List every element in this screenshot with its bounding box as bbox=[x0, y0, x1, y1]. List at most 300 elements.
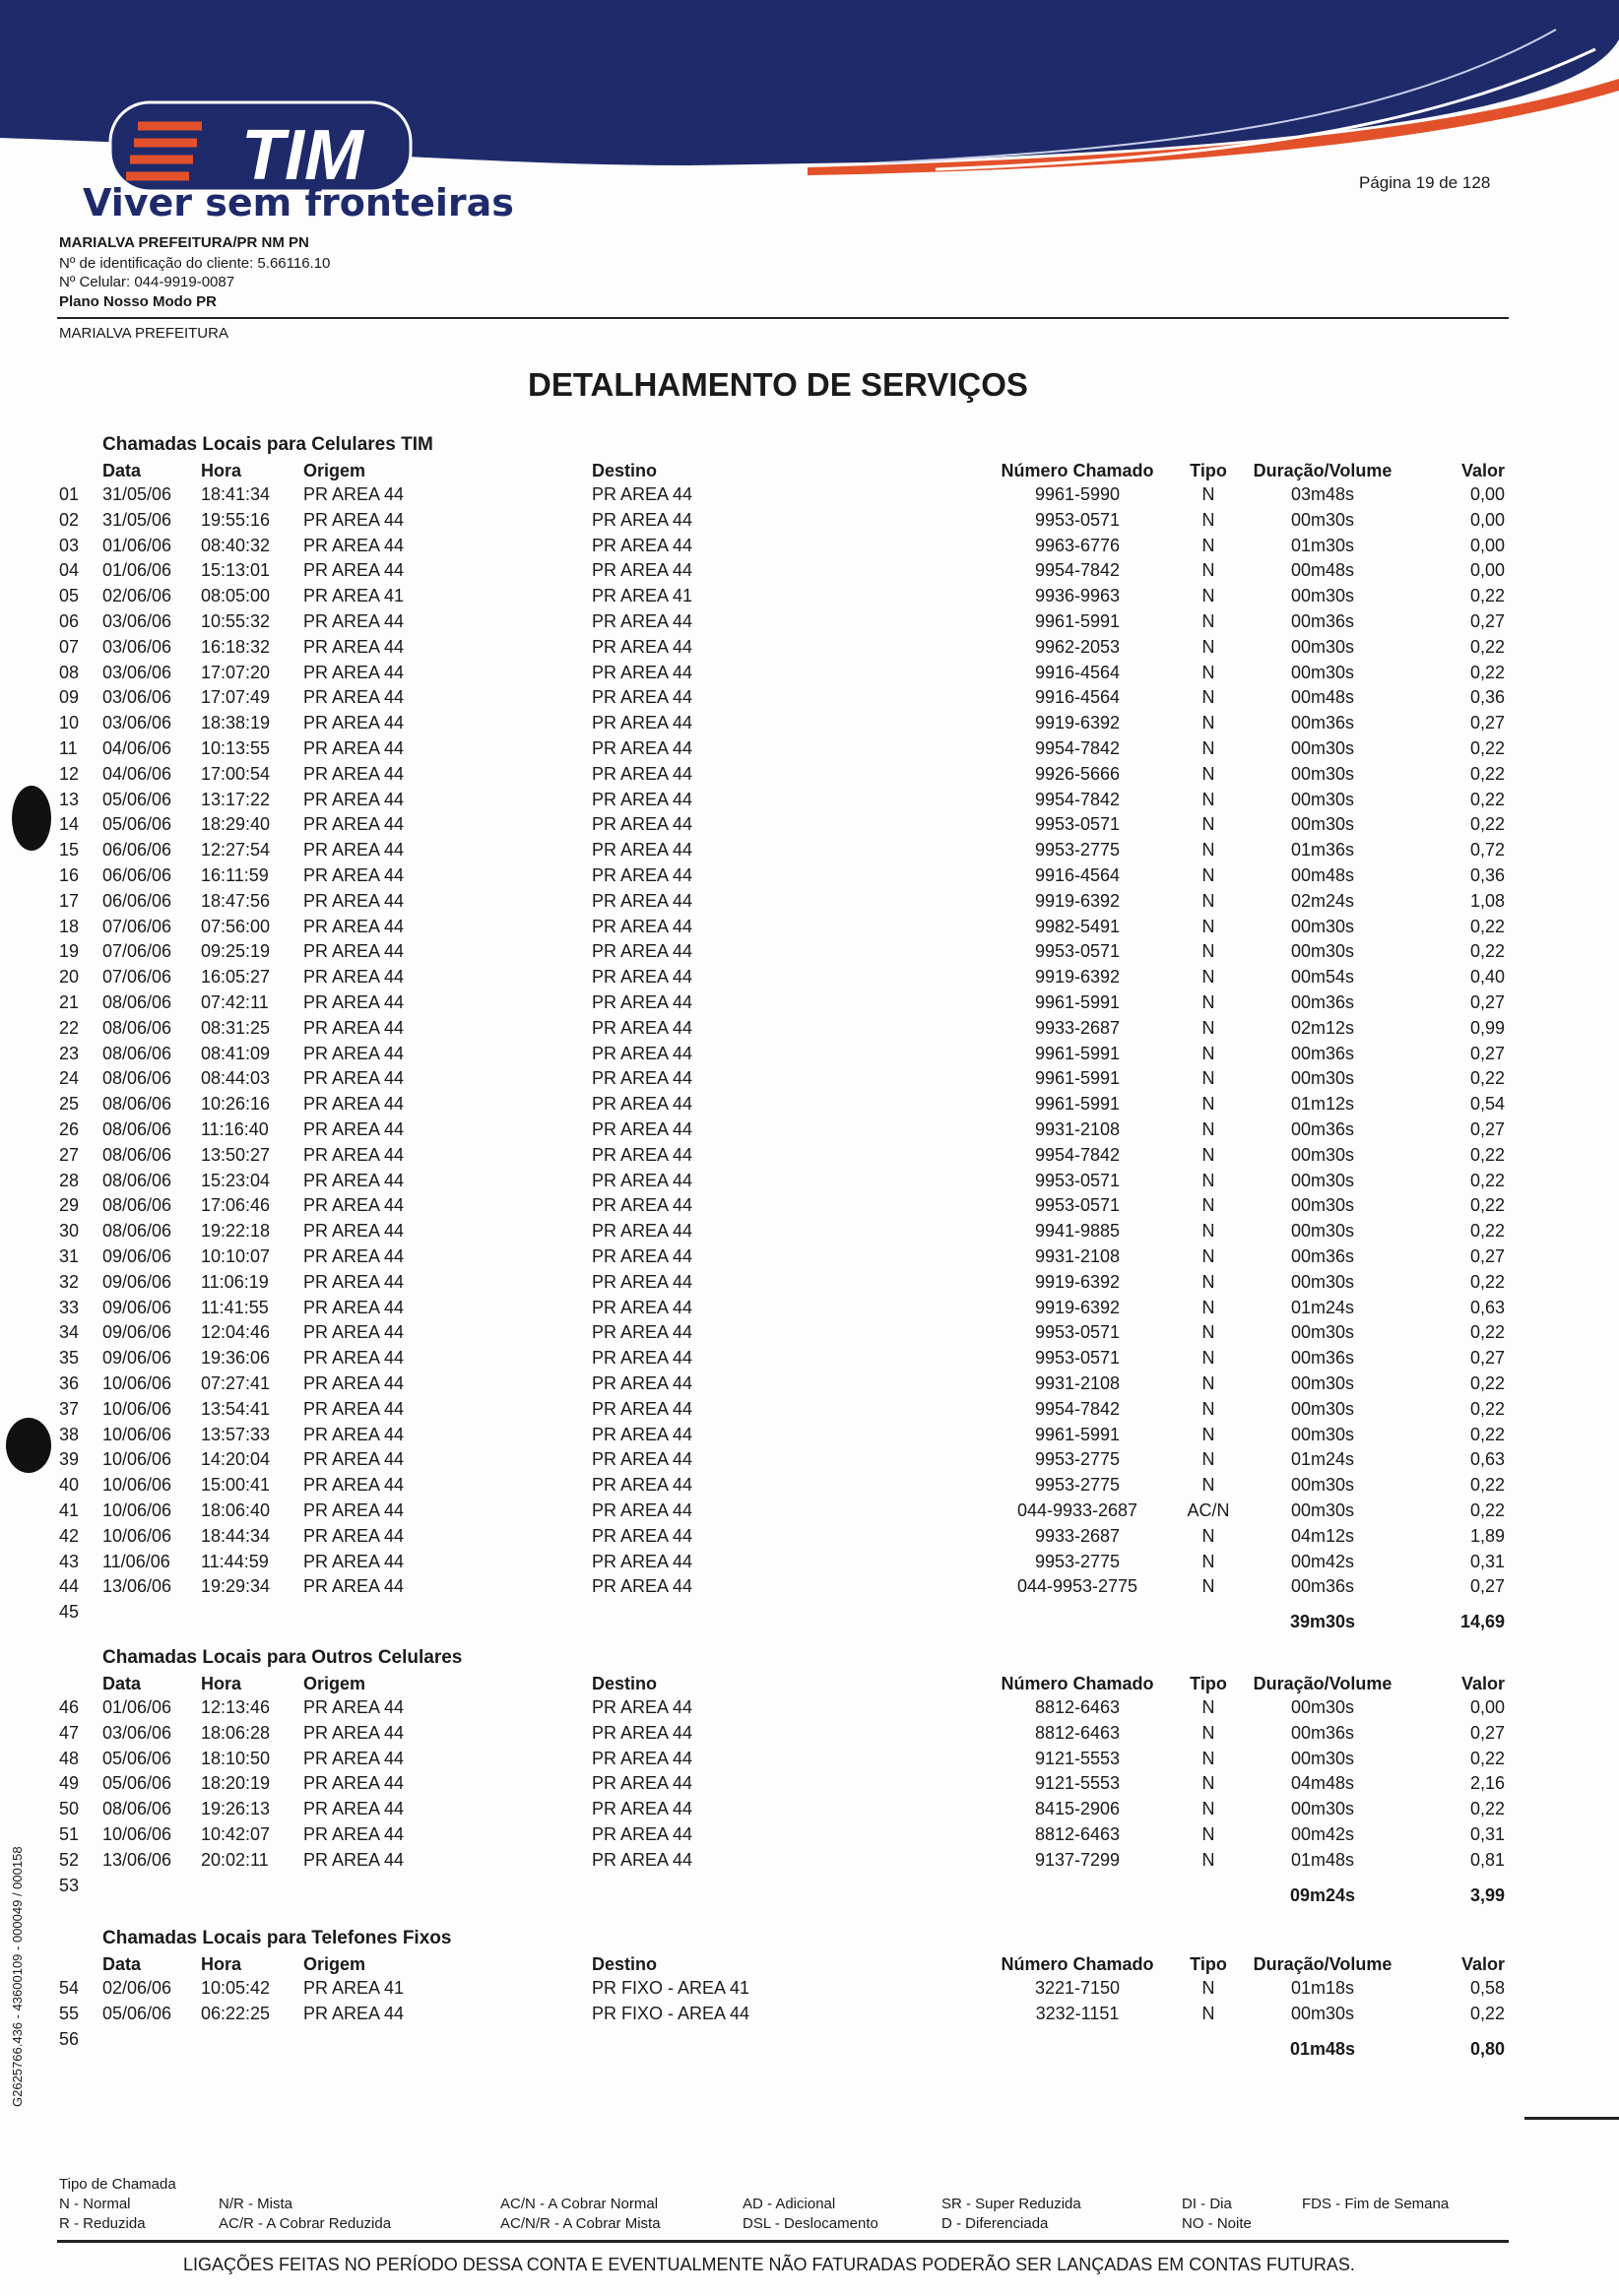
value: 0,63 bbox=[1469, 1449, 1505, 1470]
legend-item: DI - Dia bbox=[1182, 2196, 1232, 2212]
call-type: N bbox=[1201, 662, 1215, 682]
called-number: 9953-0571 bbox=[1034, 1322, 1121, 1343]
destination: PR AREA 44 bbox=[592, 1449, 693, 1470]
value: 0,22 bbox=[1469, 1170, 1505, 1190]
total-duration: 39m30s bbox=[1289, 1612, 1356, 1632]
call-type: N bbox=[1201, 1170, 1215, 1190]
call-date: 10/06/06 bbox=[102, 1824, 172, 1844]
called-number: 9919-6392 bbox=[1034, 1271, 1121, 1292]
destination: PR AREA 44 bbox=[592, 865, 693, 885]
call-date: 11/06/06 bbox=[102, 1551, 170, 1571]
column-header-destino: Destino bbox=[592, 1674, 658, 1693]
call-date: 05/06/06 bbox=[102, 789, 172, 809]
call-time: 18:29:40 bbox=[201, 814, 271, 835]
called-number: 9961-5991 bbox=[1034, 1043, 1121, 1063]
call-time: 07:56:00 bbox=[201, 916, 271, 936]
called-number: 9953-2775 bbox=[1034, 1449, 1121, 1470]
origin: PR AREA 44 bbox=[303, 992, 405, 1012]
destination: PR AREA 44 bbox=[592, 1824, 693, 1844]
called-number: 9953-2775 bbox=[1034, 1551, 1121, 1571]
call-time: 13:17:22 bbox=[201, 789, 271, 809]
call-time: 08:31:25 bbox=[201, 1017, 271, 1038]
called-number: 9941-9885 bbox=[1034, 1221, 1121, 1242]
call-date: 10/06/06 bbox=[102, 1373, 172, 1393]
legend-title: Tipo de Chamada bbox=[59, 2176, 176, 2193]
call-type: N bbox=[1201, 687, 1215, 708]
duration: 00m36s bbox=[1290, 1043, 1355, 1063]
call-date: 10/06/06 bbox=[102, 1475, 172, 1496]
line-number: 22 bbox=[59, 1017, 80, 1038]
duration: 00m30s bbox=[1290, 1475, 1355, 1496]
destination: PR AREA 44 bbox=[592, 840, 693, 861]
line-number: 14 bbox=[59, 814, 80, 835]
call-time: 18:06:28 bbox=[201, 1722, 271, 1743]
call-date: 08/06/06 bbox=[102, 1221, 172, 1242]
value: 0,00 bbox=[1469, 484, 1505, 504]
call-time: 11:16:40 bbox=[201, 1119, 269, 1139]
destination: PR AREA 44 bbox=[592, 1017, 693, 1038]
call-type: N bbox=[1201, 1849, 1215, 1870]
call-time: 17:07:49 bbox=[201, 687, 271, 708]
call-time: 12:13:46 bbox=[201, 1697, 271, 1717]
destination: PR AREA 44 bbox=[592, 1043, 693, 1063]
duration: 00m30s bbox=[1290, 1697, 1355, 1717]
destination: PR AREA 44 bbox=[592, 1748, 693, 1768]
call-date: 08/06/06 bbox=[102, 1144, 172, 1165]
call-time: 07:27:41 bbox=[201, 1373, 271, 1393]
called-number: 9961-5991 bbox=[1034, 611, 1121, 631]
duration: 00m30s bbox=[1290, 1322, 1355, 1343]
value: 0,36 bbox=[1469, 865, 1505, 885]
call-time: 18:06:40 bbox=[201, 1500, 271, 1520]
origin: PR AREA 41 bbox=[303, 1978, 405, 1998]
origin: PR AREA 44 bbox=[303, 865, 405, 885]
side-code: G2625766.436 - 43600109 - 000049 / 000158 bbox=[10, 1846, 25, 2107]
origin: PR AREA 44 bbox=[303, 1398, 405, 1419]
duration: 00m30s bbox=[1290, 1398, 1355, 1419]
called-number: 9961-5990 bbox=[1034, 484, 1121, 504]
disclaimer: LIGAÇÕES FEITAS NO PERÍODO DESSA CONTA E EVENTUALMENTE NÃO FATURADAS PODERÃO SER LANÇADAS EM CONTAS FUTURAS. bbox=[183, 2255, 1355, 2274]
called-number: 9961-5991 bbox=[1034, 1094, 1121, 1115]
call-time: 17:00:54 bbox=[201, 763, 271, 784]
called-number: 9931-2108 bbox=[1034, 1119, 1121, 1139]
duration: 00m30s bbox=[1290, 1221, 1355, 1242]
destination: PR AREA 44 bbox=[592, 687, 693, 708]
call-type: N bbox=[1201, 1551, 1215, 1571]
origin: PR AREA 44 bbox=[303, 1297, 405, 1317]
line-number: 15 bbox=[59, 840, 80, 861]
call-time: 10:13:55 bbox=[201, 738, 271, 758]
destination: PR AREA 44 bbox=[592, 916, 693, 936]
called-number: 9961-5991 bbox=[1034, 1068, 1121, 1089]
destination: PR AREA 44 bbox=[592, 1424, 693, 1444]
call-type: N bbox=[1201, 890, 1215, 911]
called-number: 9961-5991 bbox=[1034, 1424, 1121, 1444]
value: 0,27 bbox=[1469, 1348, 1505, 1369]
duration: 01m24s bbox=[1290, 1297, 1355, 1317]
origin: PR AREA 44 bbox=[303, 941, 405, 962]
legend-item: N/R - Mista bbox=[219, 2196, 292, 2212]
duration: 00m30s bbox=[1290, 1799, 1355, 1819]
call-type: N bbox=[1201, 1246, 1215, 1266]
call-date: 02/06/06 bbox=[102, 586, 172, 606]
called-number: 9121-5553 bbox=[1034, 1773, 1121, 1794]
origin: PR AREA 44 bbox=[303, 1449, 405, 1470]
call-time: 18:10:50 bbox=[201, 1748, 271, 1768]
cellphone-number: Nº Celular: 044-9919-0087 bbox=[59, 274, 235, 290]
column-header-numero: Número Chamado bbox=[1001, 461, 1154, 480]
origin: PR AREA 44 bbox=[303, 636, 405, 657]
call-date: 07/06/06 bbox=[102, 941, 172, 962]
line-number: 33 bbox=[59, 1297, 80, 1317]
column-header-duracao: Duração/Volume bbox=[1253, 461, 1392, 480]
destination: PR AREA 44 bbox=[592, 763, 693, 784]
line-number: 50 bbox=[59, 1799, 80, 1819]
call-type: N bbox=[1201, 1424, 1215, 1444]
destination: PR AREA 44 bbox=[592, 1271, 693, 1292]
column-header-tipo: Tipo bbox=[1190, 461, 1227, 480]
value: 0,31 bbox=[1469, 1551, 1505, 1571]
origin: PR AREA 44 bbox=[303, 713, 405, 733]
line-number: 48 bbox=[59, 1748, 80, 1768]
call-date: 08/06/06 bbox=[102, 1094, 172, 1115]
line-number: 13 bbox=[59, 789, 80, 809]
duration: 00m48s bbox=[1290, 865, 1355, 885]
duration: 00m48s bbox=[1290, 687, 1355, 708]
line-number: 40 bbox=[59, 1475, 80, 1496]
column-header-origem: Origem bbox=[303, 461, 366, 480]
slogan: Viver sem fronteiras bbox=[83, 181, 514, 224]
call-date: 10/06/06 bbox=[102, 1424, 172, 1444]
call-date: 08/06/06 bbox=[102, 1119, 172, 1139]
called-number: 9121-5553 bbox=[1034, 1748, 1121, 1768]
value: 0,58 bbox=[1469, 1978, 1505, 1998]
line-number: 38 bbox=[59, 1424, 80, 1444]
value: 0,72 bbox=[1469, 840, 1505, 861]
origin: PR AREA 44 bbox=[303, 1373, 405, 1393]
call-date: 09/06/06 bbox=[102, 1322, 172, 1343]
origin: PR AREA 44 bbox=[303, 1246, 405, 1266]
duration: 02m24s bbox=[1290, 890, 1355, 911]
column-header-duracao: Duração/Volume bbox=[1253, 1674, 1392, 1693]
duration: 00m36s bbox=[1290, 992, 1355, 1012]
call-type: N bbox=[1201, 941, 1215, 962]
duration: 00m30s bbox=[1290, 509, 1355, 530]
call-time: 10:26:16 bbox=[201, 1094, 271, 1115]
line-number: 08 bbox=[59, 662, 80, 682]
duration: 00m36s bbox=[1290, 611, 1355, 631]
line-number: 32 bbox=[59, 1271, 80, 1292]
destination: PR AREA 44 bbox=[592, 738, 693, 758]
origin: PR AREA 41 bbox=[303, 586, 405, 606]
duration: 00m30s bbox=[1290, 662, 1355, 682]
call-type: N bbox=[1201, 1297, 1215, 1317]
value: 0,22 bbox=[1469, 789, 1505, 809]
duration: 00m30s bbox=[1290, 586, 1355, 606]
value: 0,27 bbox=[1469, 611, 1505, 631]
duration: 00m36s bbox=[1290, 1576, 1355, 1597]
call-type: N bbox=[1201, 1094, 1215, 1115]
column-header-destino: Destino bbox=[592, 1954, 658, 1974]
called-number: 9919-6392 bbox=[1034, 890, 1121, 911]
call-date: 09/06/06 bbox=[102, 1271, 172, 1292]
line-number: 54 bbox=[59, 1978, 80, 1998]
destination: PR AREA 44 bbox=[592, 1551, 693, 1571]
origin: PR AREA 44 bbox=[303, 1799, 405, 1819]
call-type: N bbox=[1201, 560, 1215, 581]
duration: 04m12s bbox=[1290, 1525, 1355, 1546]
origin: PR AREA 44 bbox=[303, 1271, 405, 1292]
legend-item: AC/N - A Cobrar Normal bbox=[500, 2196, 659, 2212]
legend-item: NO - Noite bbox=[1182, 2215, 1252, 2232]
call-date: 10/06/06 bbox=[102, 1525, 172, 1546]
duration: 00m30s bbox=[1290, 1424, 1355, 1444]
value: 0,22 bbox=[1469, 1475, 1505, 1496]
duration: 00m30s bbox=[1290, 1373, 1355, 1393]
called-number: 9931-2108 bbox=[1034, 1373, 1121, 1393]
call-type: N bbox=[1201, 738, 1215, 758]
total-duration: 09m24s bbox=[1289, 1884, 1356, 1905]
line-number: 04 bbox=[59, 560, 80, 581]
value: 0,63 bbox=[1469, 1297, 1505, 1317]
called-number: 9954-7842 bbox=[1034, 1144, 1121, 1165]
value: 0,22 bbox=[1469, 1195, 1505, 1216]
destination: PR AREA 44 bbox=[592, 1094, 693, 1115]
value: 0,22 bbox=[1469, 1271, 1505, 1292]
call-date: 06/06/06 bbox=[102, 865, 172, 885]
call-time: 17:06:46 bbox=[201, 1195, 271, 1216]
call-time: 10:42:07 bbox=[201, 1824, 271, 1844]
duration: 00m30s bbox=[1290, 1195, 1355, 1216]
duration: 01m48s bbox=[1290, 1849, 1355, 1870]
call-date: 10/06/06 bbox=[102, 1500, 172, 1520]
call-type: N bbox=[1201, 865, 1215, 885]
call-time: 19:22:18 bbox=[201, 1221, 271, 1242]
section-title: Chamadas Locais para Outros Celulares bbox=[102, 1647, 463, 1668]
legend-item: N - Normal bbox=[59, 2196, 131, 2212]
value: 0,22 bbox=[1469, 1500, 1505, 1520]
value: 0,00 bbox=[1469, 560, 1505, 581]
call-time: 08:44:03 bbox=[201, 1068, 271, 1089]
call-type: N bbox=[1201, 1824, 1215, 1844]
column-header-data: Data bbox=[102, 461, 142, 480]
line-number: 06 bbox=[59, 611, 80, 631]
called-number: 9953-0571 bbox=[1034, 1170, 1121, 1190]
duration: 00m30s bbox=[1290, 738, 1355, 758]
origin: PR AREA 44 bbox=[303, 814, 405, 835]
destination: PR AREA 44 bbox=[592, 1170, 693, 1190]
call-type: N bbox=[1201, 814, 1215, 835]
duration: 04m48s bbox=[1290, 1773, 1355, 1794]
call-type: N bbox=[1201, 636, 1215, 657]
value: 0,27 bbox=[1469, 1722, 1505, 1743]
call-type: N bbox=[1201, 1271, 1215, 1292]
call-date: 05/06/06 bbox=[102, 1748, 172, 1768]
call-time: 18:44:34 bbox=[201, 1525, 271, 1546]
call-date: 04/06/06 bbox=[102, 763, 172, 784]
destination: PR AREA 44 bbox=[592, 1195, 693, 1216]
duration: 01m36s bbox=[1290, 840, 1355, 861]
column-header-duracao: Duração/Volume bbox=[1253, 1954, 1392, 1974]
origin: PR AREA 44 bbox=[303, 916, 405, 936]
called-number: 044-9933-2687 bbox=[1016, 1500, 1138, 1520]
plan-name: Plano Nosso Modo PR bbox=[59, 293, 218, 310]
column-header-origem: Origem bbox=[303, 1674, 366, 1693]
value: 0,22 bbox=[1469, 1799, 1505, 1819]
call-type: N bbox=[1201, 2003, 1215, 2023]
duration: 00m30s bbox=[1290, 2003, 1355, 2023]
call-date: 31/05/06 bbox=[102, 509, 172, 530]
duration: 02m12s bbox=[1290, 1017, 1355, 1038]
duration: 00m36s bbox=[1290, 1246, 1355, 1266]
origin: PR AREA 44 bbox=[303, 484, 405, 504]
origin: PR AREA 44 bbox=[303, 840, 405, 861]
value: 0,27 bbox=[1469, 1246, 1505, 1266]
line-number: 05 bbox=[59, 586, 80, 606]
column-header-destino: Destino bbox=[592, 461, 658, 480]
call-date: 08/06/06 bbox=[102, 1017, 172, 1038]
line-number: 26 bbox=[59, 1119, 80, 1139]
call-type: N bbox=[1201, 1144, 1215, 1165]
value: 0,81 bbox=[1469, 1849, 1505, 1870]
destination: PR AREA 44 bbox=[592, 1348, 693, 1369]
call-type: N bbox=[1201, 1799, 1215, 1819]
call-type: N bbox=[1201, 1119, 1215, 1139]
called-number: 9953-0571 bbox=[1034, 941, 1121, 962]
value: 0,00 bbox=[1469, 1697, 1505, 1717]
destination: PR AREA 44 bbox=[592, 535, 693, 555]
value: 0,22 bbox=[1469, 1424, 1505, 1444]
value: 0,22 bbox=[1469, 636, 1505, 657]
called-number: 9954-7842 bbox=[1034, 1398, 1121, 1419]
destination: PR AREA 44 bbox=[592, 941, 693, 962]
call-date: 01/06/06 bbox=[102, 560, 172, 581]
origin: PR AREA 44 bbox=[303, 1697, 405, 1717]
called-number: 9916-4564 bbox=[1034, 662, 1121, 682]
total-line-number: 56 bbox=[59, 2028, 80, 2049]
origin: PR AREA 44 bbox=[303, 1722, 405, 1743]
called-number: 9936-9963 bbox=[1034, 586, 1121, 606]
called-number: 9953-2775 bbox=[1034, 1475, 1121, 1496]
call-time: 15:13:01 bbox=[201, 560, 271, 581]
call-date: 09/06/06 bbox=[102, 1348, 172, 1369]
line-number: 09 bbox=[59, 687, 80, 708]
call-time: 12:27:54 bbox=[201, 840, 271, 861]
call-date: 05/06/06 bbox=[102, 2003, 172, 2023]
line-number: 29 bbox=[59, 1195, 80, 1216]
call-date: 09/06/06 bbox=[102, 1297, 172, 1317]
called-number: 9137-7299 bbox=[1034, 1849, 1121, 1870]
line-number: 31 bbox=[59, 1246, 80, 1266]
destination: PR AREA 44 bbox=[592, 789, 693, 809]
duration: 00m30s bbox=[1290, 636, 1355, 657]
destination: PR AREA 44 bbox=[592, 1500, 693, 1520]
line-number: 49 bbox=[59, 1773, 80, 1794]
value: 0,99 bbox=[1469, 1017, 1505, 1038]
value: 0,27 bbox=[1469, 713, 1505, 733]
called-number: 9919-6392 bbox=[1034, 1297, 1121, 1317]
called-number: 9916-4564 bbox=[1034, 865, 1121, 885]
called-number: 9982-5491 bbox=[1034, 916, 1121, 936]
called-number: 9919-6392 bbox=[1034, 713, 1121, 733]
destination: PR AREA 44 bbox=[592, 814, 693, 835]
call-date: 07/06/06 bbox=[102, 916, 172, 936]
call-type: N bbox=[1201, 484, 1215, 504]
origin: PR AREA 44 bbox=[303, 611, 405, 631]
call-time: 13:57:33 bbox=[201, 1424, 271, 1444]
called-number: 9953-0571 bbox=[1034, 1348, 1121, 1369]
line-number: 30 bbox=[59, 1221, 80, 1242]
call-time: 16:11:59 bbox=[201, 865, 269, 885]
call-date: 08/06/06 bbox=[102, 1195, 172, 1216]
call-date: 08/06/06 bbox=[102, 1170, 172, 1190]
origin: PR AREA 44 bbox=[303, 1824, 405, 1844]
call-type: N bbox=[1201, 992, 1215, 1012]
call-date: 10/06/06 bbox=[102, 1449, 172, 1470]
call-type: N bbox=[1201, 1722, 1215, 1743]
value: 0,22 bbox=[1469, 1144, 1505, 1165]
destination: PR AREA 44 bbox=[592, 1246, 693, 1266]
duration: 00m30s bbox=[1290, 1500, 1355, 1520]
line-number: 35 bbox=[59, 1348, 80, 1369]
column-header-valor: Valor bbox=[1460, 461, 1505, 480]
called-number: 8812-6463 bbox=[1034, 1722, 1121, 1743]
call-type: N bbox=[1201, 535, 1215, 555]
duration: 00m30s bbox=[1290, 814, 1355, 835]
value: 0,00 bbox=[1469, 509, 1505, 530]
call-date: 06/06/06 bbox=[102, 890, 172, 911]
duration: 00m30s bbox=[1290, 941, 1355, 962]
line-number: 51 bbox=[59, 1824, 80, 1844]
legend-item: AC/R - A Cobrar Reduzida bbox=[219, 2215, 392, 2232]
value: 0,27 bbox=[1469, 1043, 1505, 1063]
total-line-number: 53 bbox=[59, 1875, 80, 1895]
footer-divider bbox=[57, 2240, 1509, 2243]
call-type: N bbox=[1201, 1697, 1215, 1717]
total-line-number: 45 bbox=[59, 1602, 80, 1623]
edge-mark bbox=[1524, 2117, 1619, 2120]
called-number: 9953-0571 bbox=[1034, 1195, 1121, 1216]
call-type: N bbox=[1201, 1373, 1215, 1393]
value: 0,27 bbox=[1469, 1576, 1505, 1597]
origin: PR AREA 44 bbox=[303, 1068, 405, 1089]
destination: PR AREA 44 bbox=[592, 1697, 693, 1717]
call-type: N bbox=[1201, 586, 1215, 606]
call-date: 04/06/06 bbox=[102, 738, 172, 758]
destination: PR AREA 44 bbox=[592, 484, 693, 504]
value: 0,00 bbox=[1469, 535, 1505, 555]
call-type: N bbox=[1201, 916, 1215, 936]
call-type: N bbox=[1201, 611, 1215, 631]
value: 0,22 bbox=[1469, 1221, 1505, 1242]
destination: PR AREA 44 bbox=[592, 1119, 693, 1139]
call-type: N bbox=[1201, 1773, 1215, 1794]
call-time: 08:05:00 bbox=[201, 586, 271, 606]
line-number: 34 bbox=[59, 1322, 80, 1343]
duration: 01m24s bbox=[1290, 1449, 1355, 1470]
call-time: 14:20:04 bbox=[201, 1449, 271, 1470]
duration: 00m30s bbox=[1290, 1068, 1355, 1089]
line-number: 23 bbox=[59, 1043, 80, 1063]
called-number: 3232-1151 bbox=[1035, 2003, 1120, 2023]
destination: PR AREA 44 bbox=[592, 1475, 693, 1496]
destination: PR AREA 44 bbox=[592, 662, 693, 682]
line-number: 24 bbox=[59, 1068, 80, 1089]
duration: 00m54s bbox=[1290, 967, 1355, 988]
call-date: 06/06/06 bbox=[102, 840, 172, 861]
column-header-numero: Número Chamado bbox=[1001, 1954, 1154, 1974]
call-date: 03/06/06 bbox=[102, 713, 172, 733]
